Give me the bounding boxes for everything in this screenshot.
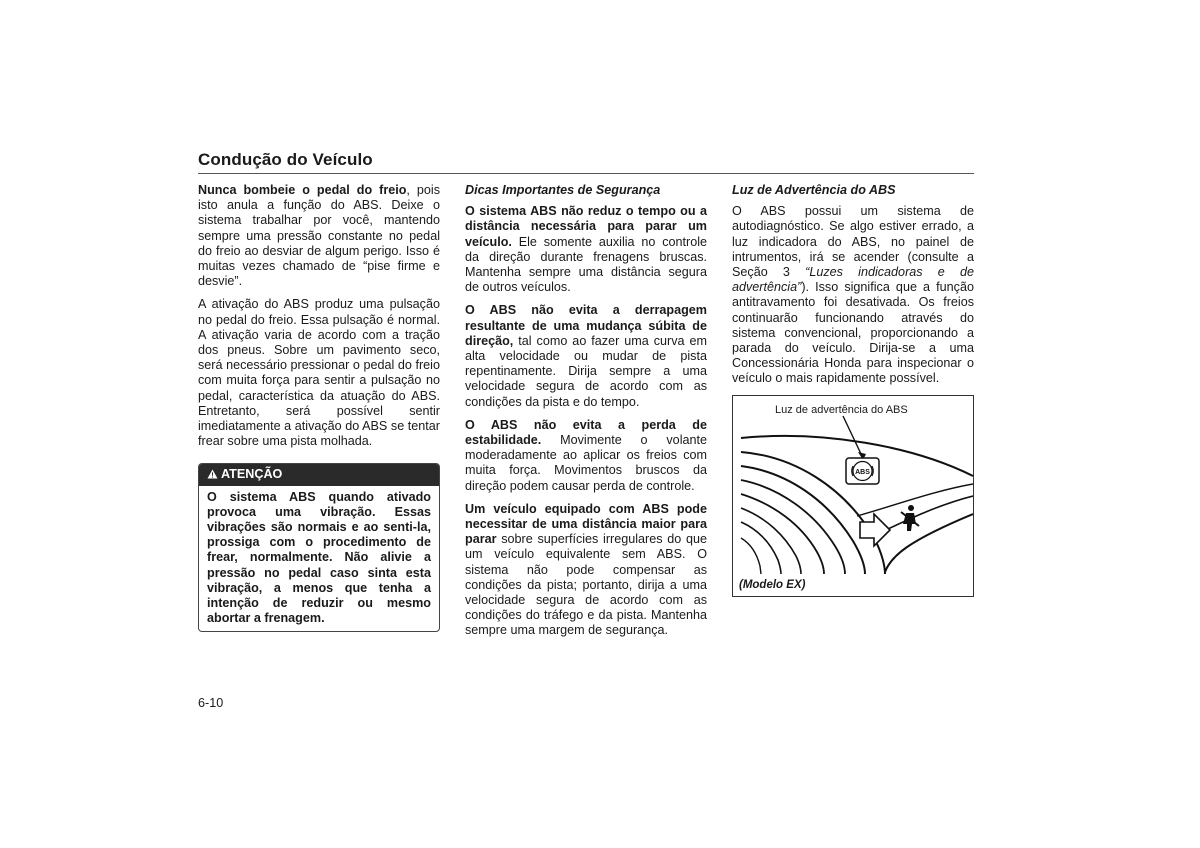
paragraph-stability [465,418,707,494]
paragraph-text: tal como ao fazer uma curva em alta velocidade ou mudar de pista repentinamente. Dirija sempre a uma velocidade segura de acordo com as condições da pista e do tempo. [465,333,707,409]
column-left [198,183,440,632]
paragraph-text: Ele somente auxilia no controle da direção durante frenagens bruscas. Mantenha sempre uma distância segura de outros veículos. [465,234,707,295]
warning-triangle-icon [207,469,218,479]
page-number: 6-10 [198,696,224,710]
bold-lead: O ABS não evita a perda de estabilidade. [465,417,707,448]
section-heading-abs-light: Luz de Advertência do ABS [732,183,896,197]
warning-header [199,464,439,485]
paragraph-stopping-distance [465,204,707,295]
instrument-panel-illustration [733,396,973,596]
paragraph-longer-distance [465,502,707,639]
seatbelt-icon [901,505,919,531]
figure-label: Luz de advertência do ABS [775,403,908,416]
warning-box [198,463,440,632]
abs-indicator-figure [732,395,974,597]
paragraph-pulsation: A ativação do ABS produz uma pulsação no pedal do freio. Essa pulsação é normal. A ativação varia de acordo com a tração dos pneus. Sobre um pavimento seco, será necessário pressionar o pedal do freio com muita força para sentir a pulsação no pedal, característica da atuação do ABS. Entretanto, será possível sentir imediatamente a ativação do ABS se tentar frear sobre uma pista molhada. [198,297,440,449]
bold-lead: Nunca bombeie o pedal do freio [198,183,407,197]
turn-signal-arrow-icon [860,514,890,546]
section-reference: “Luzes indicadoras e de advertência” [732,265,974,295]
bold-lead: O ABS não evita a derrapagem resultante de uma mudança súbita de direção, [465,303,707,348]
column-middle [465,183,707,647]
paragraph-skid [465,303,707,409]
paragraph-text: sobre superfícies irregulares do que um veículo equivalente sem ABS. O sistema não pode compensar as condições da pista; portanto, dirija a uma velocidade segura de acordo com as condições do tráfego e da pista. Mantenha sempre uma margem de segurança. [465,532,707,638]
column-right [732,183,974,597]
figure-caption: (Modelo EX) [739,579,806,592]
header-divider [198,173,974,174]
warning-body: O sistema ABS quando ativado provoca uma vibração. Essas vibrações são normais e ao senti-la, prossiga com o procedimento de frear, normalmente. Não alivie a pressão no pedal caso sinta esta vibração, a menos que tenha a intenção de reduzir ou mesmo abortar a frenagem. [207,489,431,626]
bold-lead: Um veículo equipado com ABS pode necessitar de uma distância maior para parar [465,501,707,547]
section-heading-safety-tips: Dicas Importantes de Segurança [465,183,661,197]
paragraph-text: Movimente o volante moderadamente ao aplicar os freios com muita força. Movimentos bruscos da direção podem causar perda de controle. [465,433,707,493]
warning-title: ATENÇÃO [221,467,283,482]
paragraph-pump-warning [198,183,440,289]
paragraph-text: , pois isto anula a função do ABS. Deixe o sistema trabalhar por você, mantendo sempre uma pressão constante no pedal do freio ao desviar de algum perigo. Isso é muitas vezes chamado de “pise firme e desvie”. [198,183,440,289]
page-title: Condução do Veículo [198,150,373,169]
bold-lead: O sistema ABS não reduz o tempo ou a distância necessária para parar um veículo. [465,204,707,249]
paragraph-text: O ABS possui um sistema de autodiagnóstico. Se algo estiver errado, a luz indicadora do ABS, no painel de intrumentos, irá se acender (consulte a Seção 3 [732,204,974,280]
paragraph-text: ). Isso significa que a função antitravamento foi desativada. Os freios continuarão funcionando através do sistema convencional, proporcionando a parada do veículo. Dirija-se a uma Concessionária Honda para inspecionar o veículo o mais rapidamente possível. [732,280,974,386]
abs-icon-text: ABS [855,468,870,476]
paragraph-self-diagnosis [732,204,974,386]
